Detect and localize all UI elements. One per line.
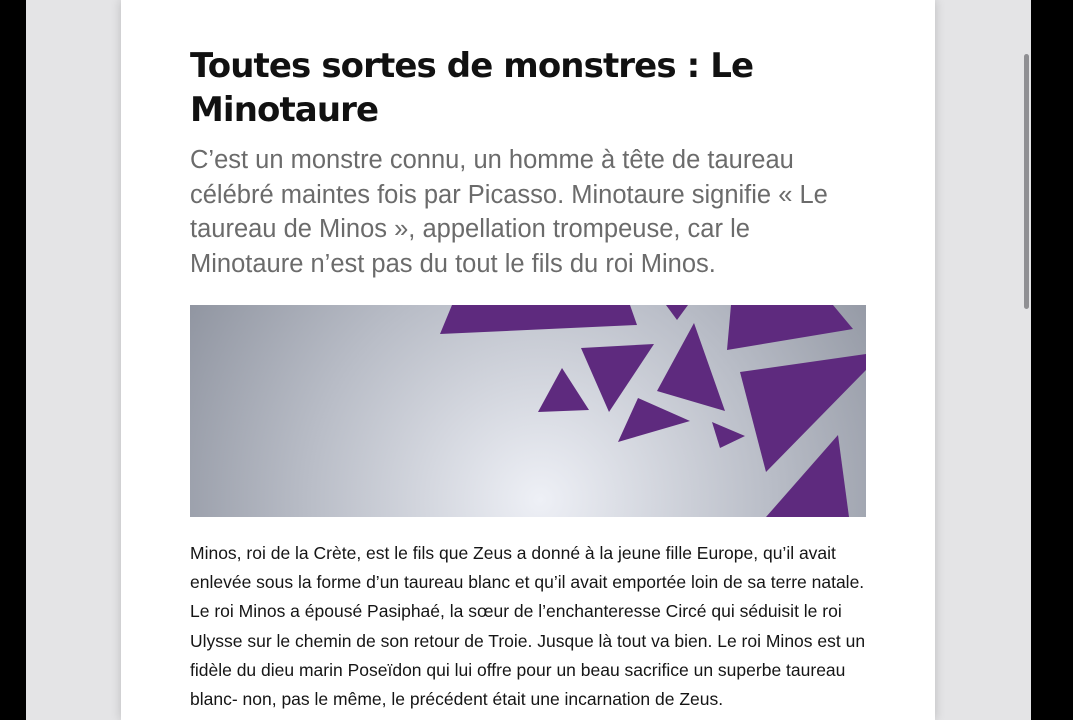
- article-body: Minos, roi de la Crète, est le fils que Zeus a donné à la jeune fille Europe, qu’il avait enlevée sous la forme d’un taureau blanc et qu’il avait emportée loin de sa terre natale. Le roi Minos a épousé Pasiphaé, la sœur de l’enchanteresse Circé qui séduisit le roi Ulysse sur le chemin de son retour de Troie. Jusque là tout va bien. Le roi Minos est un fidèle du dieu marin Poseïdon qui lui offre pour un beau sacrifice un superbe taureau blanc- non, pas le même, le précédent était une incarnation de Zeus.: [190, 543, 866, 710]
- hero-image: [190, 305, 866, 517]
- article-page[interactable]: [121, 0, 935, 720]
- right-bezel: [1031, 0, 1073, 720]
- left-bezel: [0, 0, 26, 720]
- article-title: Toutes sortes de monstres : Le Minotaure: [190, 46, 754, 130]
- article-subtitle: C’est un monstre connu, un homme à tête de taureau célébré maintes fois par Picasso. Minotaure signifie « Le taureau de Minos », appellation trompeuse, car le Minotaure n’est pas du tout le fils du roi Minos.: [190, 146, 828, 278]
- article-content: [190, 44, 866, 714]
- scrollbar-thumb[interactable]: [1024, 54, 1029, 309]
